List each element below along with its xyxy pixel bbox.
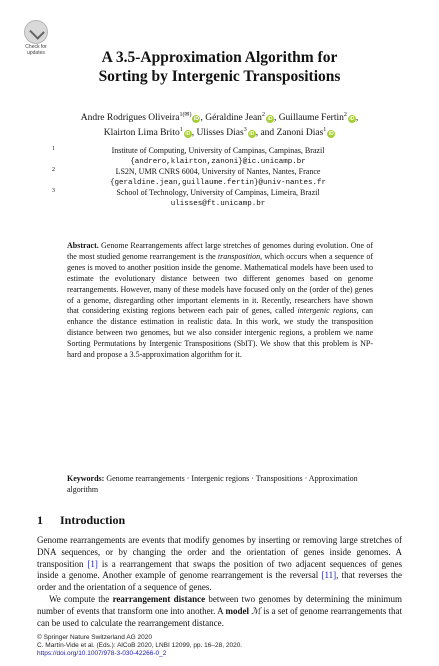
section-heading: 1 Introduction <box>37 513 126 527</box>
author-name: Andre Rodrigues Oliveira <box>80 113 180 123</box>
affiliation-email[interactable]: {geraldine.jean,guillaume.fertin}@univ-nantes.fr <box>109 178 327 187</box>
check-updates-label: Check for updates <box>25 44 47 56</box>
title-line-2: Sorting by Intergenic Transpositions <box>98 68 341 85</box>
paragraph: We compute the rearrangement distance between two genomes by determining the minimum number of events that transform one into another. A model ℳ is a set of genome rearrangements that can be used to calculate the rearrangement distance. <box>37 593 402 628</box>
check-updates-icon <box>24 20 48 44</box>
author-list: Andre Rodrigues Oliveira$^{1(✉)}$iD , Géraldine Jean$^2$iD , Guillaume Fertin$^2$iD , Klairton Lima Brito$^1$iD , Ulisses Dias$^3$iD , and Zanoni Dias$^1$iD <box>80 111 359 138</box>
abstract: Abstract. Genome Rearrangements affect large stretches of genomes during evolution. One of the most studied genome rearrangement is the transposition, which occurs when a sequence of genes is moved to another position inside the genome. Mathematical models have been used to estimate the evolutionary distance between two different genomes based on genome rearrangements. However, many of these models have focused only on the (order of the) genes of a genome, disregarding other important elements in it. Recently, researchers have shown that considering existing regions between each pair of genes, called intergenic regions, can enhance the distance estimation in realistic data. In this work, we study the transposition distance between two genomes, but we also consider intergenic regions, a problem we name Sorting Permutations by Intergenic Transpositions (SbIT). We show that this problem is NP-hard and propose a 3.5-approximation algorithm for it. <box>67 241 374 360</box>
orcid-icon[interactable]: iD <box>249 131 255 137</box>
orcid-icon[interactable]: iD <box>193 116 199 122</box>
affiliation-2: 2 LS2N, UMR CNRS 6004, University of Nantes, Nantes, France {geraldine.jean,guillaume.fertin}@univ-nantes.fr <box>58 167 378 188</box>
citation-info: C. Martín-Vide et al. (Eds.): AlCoB 2020, LNBI 12099, pp. 16–28, 2020. <box>37 642 243 649</box>
paper-title <box>0 48 439 86</box>
affiliation-email[interactable]: ulisses@ft.unicamp.br <box>170 199 266 208</box>
author-name: Zanoni Dias <box>276 128 324 138</box>
citation-link[interactable]: [11] <box>321 570 337 581</box>
author-name: Guillaume Fertin <box>278 113 344 123</box>
keywords: Keywords: Genome rearrangements · Intergenic regions · Transpositions · Approximation algorithm <box>67 474 358 494</box>
abstract-label: Abstract. <box>67 241 99 250</box>
author-name: Ulisses Dias <box>196 128 244 138</box>
affiliation-email[interactable]: {andrero,klairton,zanoni}@ic.unicamp.br <box>130 157 306 166</box>
affiliation-3: 3 School of Technology, University of Campinas, Limeira, Brazil ulisses@ft.unicamp.br <box>58 188 378 209</box>
keywords-label: Keywords: <box>67 474 105 483</box>
citation-link[interactable]: [1] <box>87 558 98 569</box>
copyright: © Springer Nature Switzerland AG 2020 <box>37 634 152 641</box>
author-name: Klairton Lima Brito <box>103 128 180 138</box>
doi-link[interactable]: https://doi.org/10.1007/978-3-030-42266-0_2 <box>37 650 167 657</box>
author-sup: 1(✉) <box>179 111 192 118</box>
orcid-icon[interactable]: iD <box>185 131 191 137</box>
orcid-icon[interactable]: iD <box>267 116 273 122</box>
author-name: Géraldine Jean <box>205 113 262 123</box>
title-line-1: A 3.5-Approximation Algorithm for <box>101 49 338 66</box>
orcid-icon[interactable]: iD <box>349 116 355 122</box>
affiliation-1: 1 Institute of Computing, University of Campinas, Campinas, Brazil {andrero,klairton,zanoni}@ic.unicamp.br <box>58 146 378 167</box>
paragraph: Genome rearrangements are events that modify genomes by inserting or removing large stretches of DNA sequences, or by changing the order and the orientation of genes inside genomes. A transposition [1] is a rearrangement that swaps the position of two adjacent sequences of genes inside a genome. Another example of genome rearrangement is the reversal [11], that reverses the order and the orientation of a sequence of genes. <box>37 535 403 593</box>
affiliations <box>52 146 378 209</box>
footer <box>37 634 242 658</box>
body-text <box>37 535 402 629</box>
orcid-icon[interactable]: iD <box>328 131 334 137</box>
